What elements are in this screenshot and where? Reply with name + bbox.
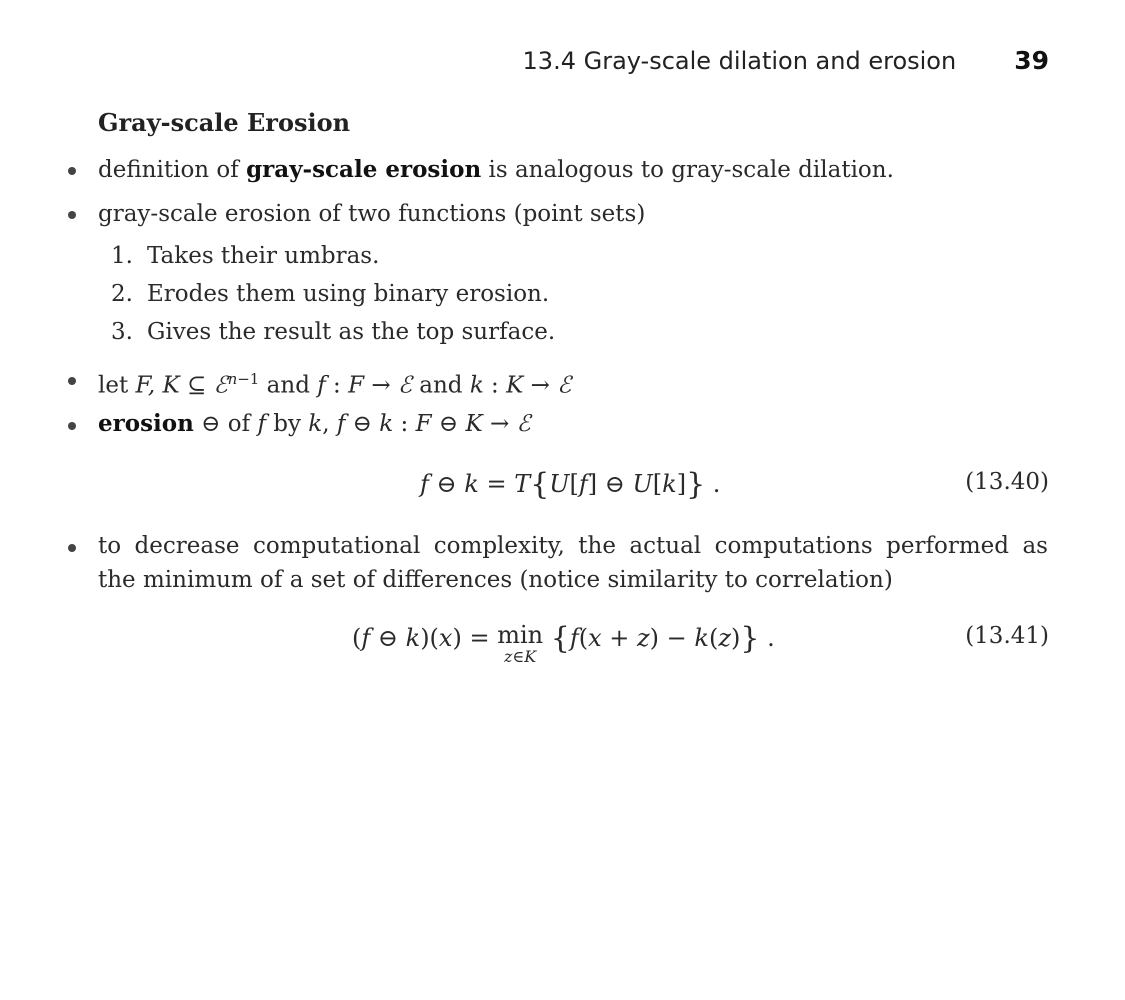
step-item — [111, 281, 549, 307]
equation-13-41: (f ⊖ k)(x) = min z∈K {f(x + z) − k(z)} . — [352, 621, 775, 666]
let-word: let — [98, 372, 129, 399]
min-subscript: z∈K — [504, 647, 537, 666]
bullet-icon — [68, 211, 76, 219]
step-number: 1. — [111, 243, 133, 269]
paragraph-line: to decrease computational complexity, the actual computations performed as — [98, 533, 1048, 559]
and-word: and — [419, 372, 463, 399]
equation-13-40: f ⊖ k = T{U[f] ⊖ U[k]} . — [420, 467, 721, 502]
step-text: Gives the result as the top surface. — [147, 319, 556, 345]
page-number: 39 — [1014, 46, 1049, 75]
bullet-two-functions: gray-scale erosion of two functions (point sets) — [98, 201, 646, 227]
bullet-definition — [98, 153, 894, 187]
bullet-icon — [68, 422, 76, 430]
bullet-icon — [68, 167, 76, 175]
bullet-erosion-definition: erosion ⊖ of f by k, f ⊖ k : F ⊖ K → ℰ — [98, 410, 531, 437]
bullet-computational-complexity — [98, 529, 1048, 597]
definition-pre: definition of — [98, 157, 247, 183]
of-word: of — [227, 411, 251, 437]
step-number: 3. — [111, 319, 133, 345]
running-header — [523, 46, 1049, 75]
equation-number: (13.41) — [965, 623, 1049, 649]
step-number: 2. — [111, 281, 133, 307]
running-title: 13.4 Gray-scale dilation and erosion — [522, 47, 957, 75]
min-operator — [497, 621, 544, 666]
definition-post: is analogous to gray-scale dilation. — [481, 157, 894, 183]
equation-number: (13.40) — [965, 469, 1049, 495]
paragraph-line: the minimum of a set of differences (notice similarity to correlation) — [98, 567, 893, 593]
step-text: Takes their umbras. — [147, 243, 380, 269]
and-word: and — [266, 372, 310, 399]
bullet-icon — [68, 377, 76, 385]
step-item — [111, 319, 555, 345]
bullet-icon — [68, 544, 76, 552]
step-text: Erodes them using binary erosion. — [147, 281, 550, 307]
definition-bold-term: gray-scale erosion — [246, 156, 482, 183]
bullet-let-definitions: let F, K ⊆ ℰ$^{n-1}$ and f : F → ℰ and k : K → ℰ — [98, 370, 572, 399]
erosion-bold-term: erosion — [98, 410, 194, 437]
section-heading: Gray-scale Erosion — [98, 108, 351, 137]
min-word: min — [497, 621, 544, 649]
step-item — [111, 243, 379, 269]
by-word: by — [273, 411, 301, 437]
